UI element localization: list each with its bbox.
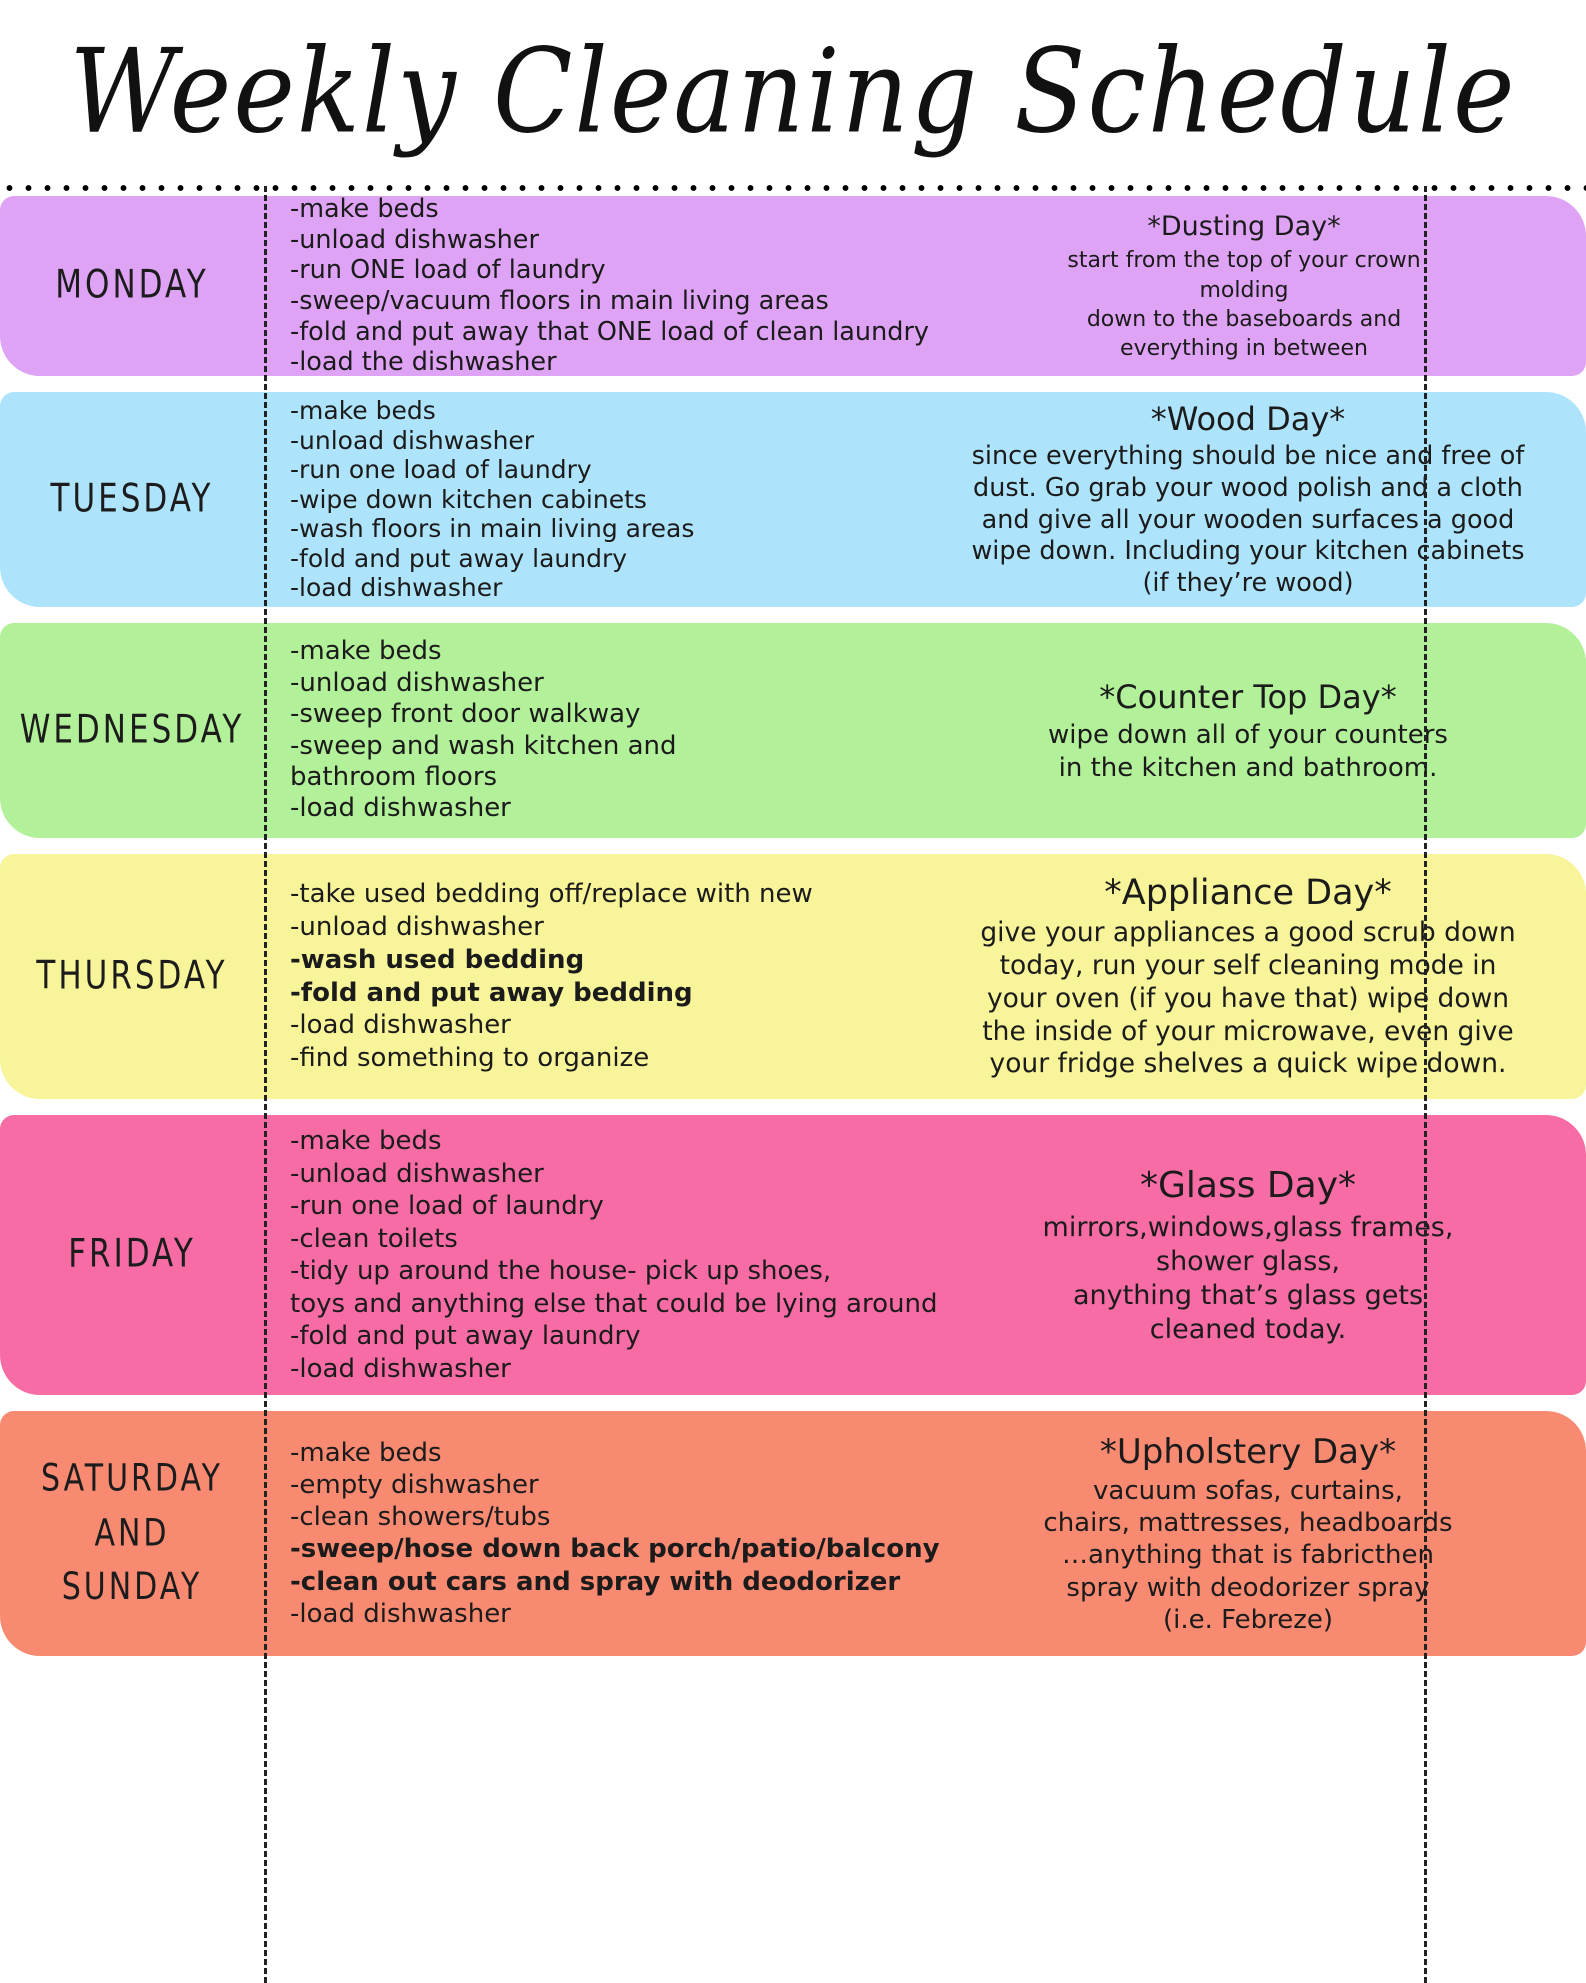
task-item: -unload dishwasher <box>290 224 539 255</box>
day-label-wednesday: WEDNESDAY <box>19 706 245 752</box>
schedule-row-monday <box>0 193 1586 378</box>
schedule-row-thursday <box>0 854 1586 1099</box>
task-item: -fold and put away laundry <box>290 1321 641 1351</box>
task-item: -wipe down kitchen cabinets <box>290 484 647 514</box>
task-list-weekend <box>264 1437 940 1630</box>
task-item: -fold and put away that ONE load of clean laundry <box>290 316 930 347</box>
task-item: -sweep front door walkway <box>290 699 641 730</box>
day-label-monday: MONDAY <box>55 262 209 308</box>
focus-note-monday <box>924 209 1586 364</box>
focus-note-title: *Dusting Day* <box>1147 210 1341 242</box>
task-item: -unload dishwasher <box>290 1158 544 1189</box>
focus-note-wednesday <box>924 677 1586 784</box>
focus-note-line: wipe down. Including your kitchen cabinets <box>971 536 1525 567</box>
focus-note-tuesday <box>924 399 1586 600</box>
focus-note-weekend <box>924 1431 1586 1636</box>
task-item: -unload dishwasher <box>290 667 544 698</box>
focus-note-line: spray with deodorizer spray <box>1066 1572 1430 1603</box>
day-label-tuesday: TUESDAY <box>50 475 214 521</box>
focus-note-line: molding <box>1199 277 1289 303</box>
focus-note-line: anything that’s glass gets <box>1072 1279 1424 1311</box>
task-item: -clean toilets <box>290 1223 458 1254</box>
task-item: -wash floors in main living areas <box>290 514 695 544</box>
day-label-weekend: SATURDAY AND SUNDAY <box>40 1456 223 1610</box>
focus-note-title: *Wood Day* <box>1150 399 1346 438</box>
task-list-tuesday <box>264 396 924 603</box>
schedule-row-friday <box>0 1115 1586 1395</box>
task-item: -run one load of laundry <box>290 455 592 485</box>
focus-note-line: chairs, mattresses, headboards <box>1043 1508 1453 1539</box>
task-item: -sweep/hose down back porch/patio/balcony <box>290 1534 940 1565</box>
task-item: -fold and put away bedding <box>290 977 693 1008</box>
focus-note-line: your oven (if you have that) wipe down <box>986 982 1510 1014</box>
task-item: -load dishwasher <box>290 1353 511 1384</box>
focus-note-line: shower glass, <box>1156 1245 1340 1277</box>
task-item: -clean showers/tubs <box>290 1502 551 1533</box>
focus-note-line: give your appliances a good scrub down <box>980 917 1516 949</box>
day-label-friday: FRIDAY <box>68 1231 196 1277</box>
focus-note-line: (if they’re wood) <box>1142 568 1354 599</box>
focus-note-thursday <box>924 872 1586 1082</box>
focus-note-line: start from the top of your crown <box>1067 248 1421 274</box>
task-item: toys and anything else that could be lying around <box>290 1288 938 1319</box>
focus-note-title: *Counter Top Day* <box>1099 678 1397 716</box>
focus-note-friday <box>924 1163 1586 1346</box>
schedule-row-weekend <box>0 1411 1586 1656</box>
focus-note-line: since everything should be nice and free of <box>971 440 1525 471</box>
focus-note-line: …anything that is fabricthen <box>1062 1540 1434 1571</box>
task-item: -sweep and wash kitchen and <box>290 730 677 761</box>
focus-note-line: the inside of your microwave, even give <box>982 1015 1514 1047</box>
page-title: Weekly Cleaning Schedule <box>69 22 1517 159</box>
task-item: -tidy up around the house- pick up shoes, <box>290 1256 832 1286</box>
vertical-dashed-line-left <box>264 186 267 1983</box>
task-item: -unload dishwasher <box>290 425 535 455</box>
focus-note-line: down to the baseboards and <box>1086 306 1402 332</box>
schedule-row-wednesday <box>0 623 1586 838</box>
focus-note-line: vacuum sofas, curtains, <box>1093 1475 1403 1506</box>
task-list-friday <box>264 1125 938 1385</box>
task-item: -make beds <box>290 1437 442 1468</box>
task-item: -run ONE load of laundry <box>290 255 606 286</box>
page-title-container <box>0 0 1586 175</box>
task-list-wednesday <box>264 636 924 825</box>
task-item: -make beds <box>290 1126 442 1156</box>
task-item: -take used bedding off/replace with new <box>290 879 813 910</box>
focus-note-line: your fridge shelves a quick wipe down. <box>989 1048 1507 1080</box>
focus-note-line: cleaned today. <box>1149 1313 1347 1345</box>
focus-note-line: dust. Go grab your wood polish and a cloth <box>973 472 1523 503</box>
focus-note-line: mirrors,windows,glass frames, <box>1042 1211 1454 1243</box>
task-item: -empty dishwasher <box>290 1470 539 1501</box>
task-item: -load dishwasher <box>290 793 511 824</box>
schedule-rows <box>0 193 1586 1672</box>
task-item: -run one load of laundry <box>290 1191 604 1221</box>
task-item: -unload dishwasher <box>290 912 544 942</box>
focus-note-line: wipe down all of your counters <box>1048 720 1448 750</box>
focus-note-title: *Appliance Day* <box>1104 872 1392 913</box>
task-item: -fold and put away laundry <box>290 543 628 573</box>
focus-note-line: everything in between <box>1120 336 1368 362</box>
vertical-dashed-line-right <box>1424 186 1427 1983</box>
task-item: -make beds <box>290 636 442 667</box>
schedule-row-tuesday <box>0 392 1586 607</box>
task-item: -load dishwasher <box>290 573 503 603</box>
task-item: -find something to organize <box>290 1043 650 1073</box>
task-item: -load dishwasher <box>290 1598 511 1629</box>
task-item: -clean out cars and spray with deodorizer <box>290 1566 901 1597</box>
dotted-divider <box>0 182 1586 194</box>
task-item: -make beds <box>290 396 436 426</box>
task-item: -make beds <box>290 193 439 224</box>
focus-note-line: in the kitchen and bathroom. <box>1058 752 1438 783</box>
task-item: -sweep/vacuum floors in main living areas <box>290 286 829 316</box>
focus-note-title: *Upholstery Day* <box>1099 1431 1397 1472</box>
task-list-monday <box>264 193 930 378</box>
task-item: -load dishwasher <box>290 1010 511 1041</box>
day-label-thursday: THURSDAY <box>36 952 228 998</box>
focus-note-title: *Glass Day* <box>1140 1165 1356 1207</box>
focus-note-line: (i.e. Febreze) <box>1162 1604 1334 1635</box>
task-item: -wash used bedding <box>290 944 585 975</box>
task-item: -load the dishwasher <box>290 347 557 378</box>
focus-note-line: and give all your wooden surfaces a good <box>981 504 1515 535</box>
task-item: bathroom floors <box>290 761 498 792</box>
focus-note-line: today, run your self cleaning mode in <box>999 949 1497 981</box>
task-list-thursday <box>264 878 924 1075</box>
